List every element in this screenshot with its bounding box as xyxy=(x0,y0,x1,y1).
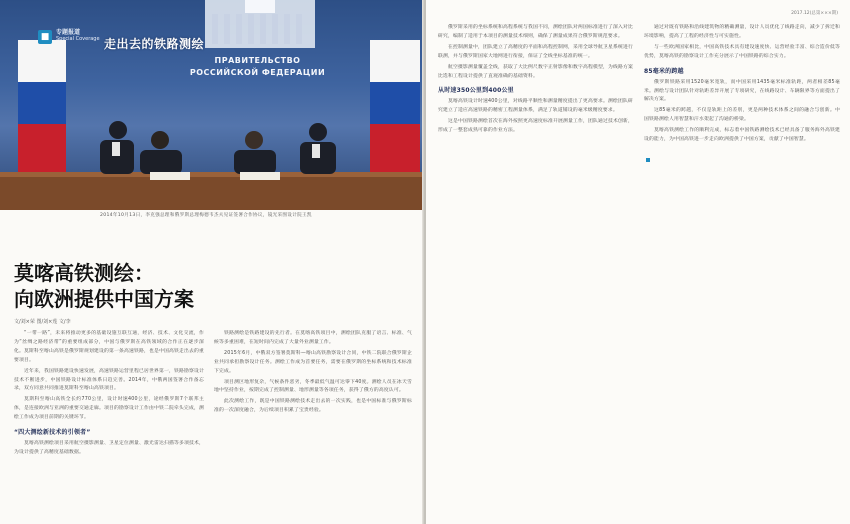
paragraph: 通过对既有铁路和沿线建筑物的精确测量，设计人员优化了线路走向，减少了拆迁和环境影响，提高了工程的经济性与可实施性。 xyxy=(644,25,840,39)
left-column-1 xyxy=(14,330,204,520)
paragraph: 航空摄影测量覆盖全线，获取了大比例尺数字正射影像和数字高程模型，为线路方案比选和工程设计提供了直观准确的基础资料。 xyxy=(438,64,633,79)
paragraph: 与一些欧洲国家相比，中国高铁技术具有建设速度快、运营经验丰富、综合造价低等优势，莫喀高铁的勘察设计工作充分展示了中国铁路的综合实力。 xyxy=(644,44,840,59)
column-logo-icon: ■ xyxy=(38,30,52,44)
sign-line-2: РОССИЙСКОЙ ФЕДЕРАЦИИ xyxy=(189,68,326,77)
subheading: “四大测绘新技术的引领者” xyxy=(14,429,91,437)
column-tag xyxy=(38,30,100,44)
left-page xyxy=(0,0,424,524)
article-byline: 文/刘×荣 图/刘×莲 文/李 xyxy=(14,319,71,325)
issue-info: 2017.12(总第×××期) xyxy=(791,11,838,16)
signing-ceremony-photo xyxy=(0,0,424,210)
paragraph: 在控制测量中，团队建立了高精度的平面和高程控制网，采用全球导航卫星系统进行联测，并与俄罗斯国家大地网进行衔接，保证了全线坐标基准的统一。 xyxy=(438,44,633,59)
column-tag-cn: 专题报道 xyxy=(56,29,81,36)
paragraph: 莫斯科至喀山高铁全长约770公里，设计时速400公里，途经俄罗斯7个联邦主体，是连接欧洲与亚洲的重要交通走廊。项目的勘察设计工作由中铁二院牵头完成，测绘工作成为项目前期的关键环节。 xyxy=(14,397,204,421)
paragraph: 2015年6月，中俄双方签署莫斯科—喀山高铁勘察设计合同，中铁二院联合俄罗斯企业共同承担勘察设计任务。测绘工作成为首要任务，需要在俄罗斯的坐标系统和技术标准下完成。 xyxy=(214,350,412,374)
paragraph: “一带一路”，未来将推动更多的基础设施互联互通，经济、技术、文化交流，作为“丝绸之路经济带”的重要组成部分，中国与俄罗斯在高铁领域的合作正在逐步深化。莫斯科至喀山高铁是俄罗斯规划建设的第一条高速铁路，也是中国高铁走出去的重要项目。 xyxy=(14,331,204,363)
paragraph: 近年来，我国铁路建设快速发展，高速铁路运营里程已居世界第一，铁路勘察设计技术不断进步，中国铁路设计标准体系日趋完善。2014年，中俄两国签署合作备忘录，双方同意共同推进莫斯科至喀山高铁项目。 xyxy=(14,368,204,392)
section-title: 走出去的铁路测绘 xyxy=(104,37,205,51)
government-sign xyxy=(170,55,345,93)
paragraph: 铁路测绘是铁路建设的先行者。在莫喀高铁项目中，测绘团队克服了语言、标准、气候等多重困难，在短时间内完成了大量外业测量工作。 xyxy=(214,331,412,345)
left-column-2 xyxy=(214,330,412,520)
article-end-icon xyxy=(646,158,650,162)
headline-line-1: 莫喀高铁测绘： xyxy=(14,261,154,285)
photo-caption: 2014年10月13日，李克强总理和俄罗斯总理梅德韦杰夫见证签署合作协议，镜光采图设计院王凯 xyxy=(100,213,312,218)
subheading: 85毫米的跨越 xyxy=(644,67,684,75)
subheading: 从时速350公里到400公里 xyxy=(438,87,514,95)
paragraph: 这85毫米的跨越，不仅是轨距上的差别，更是两种技术体系之间的融合与创新。中国铁路测绘人用智慧和汗水架起了沟通的桥梁。 xyxy=(644,108,840,123)
column-tag-en: Special Coverage xyxy=(56,36,100,42)
headline-line-2: 向欧洲提供中国方案 xyxy=(14,287,194,311)
paragraph: 莫喀高铁设计时速400公里，对线路平顺性和测量精度提出了更高要求。测绘团队研究建立了适应高速铁路的精密工程测量体系，满足了轨道铺设的毫米级精度要求。 xyxy=(438,99,633,114)
sign-line-1: ПРАВИТЕЛЬСТВО xyxy=(214,56,301,65)
paragraph: 此次测绘工作，既是中国铁路测绘技术走出去的一次实践，也是中国标准与俄罗斯标准的一次深度融合，为后续项目积累了宝贵经验。 xyxy=(214,399,412,414)
paragraph: 俄罗斯采用的坐标系统和高程系统与我国不同，测绘团队对两国标准进行了深入对比研究，编制了适用于本项目的测量技术细则，确保了测量成果符合俄罗斯规范要求。 xyxy=(438,25,633,39)
paragraph: 项目测区地形复杂，气候条件恶劣，冬季最低气温可达零下40度。测绘人员在冰天雪地中坚持作业，按期完成了控制测量、地形测量等各项任务，获得了俄方的高度认可。 xyxy=(214,379,412,394)
paragraph: 这是中国铁路测绘首次在海外按照更高速度标准开展测量工作，团队通过技术创新，形成了一整套成熟可靠的作业方法。 xyxy=(438,119,633,134)
right-column-2 xyxy=(644,24,840,519)
column-tag-text xyxy=(56,30,100,42)
right-page xyxy=(426,0,850,524)
paragraph: 俄罗斯铁路采用1520毫米宽轨，而中国采用1435毫米标准轨距，两者相差85毫米。测绘与设计团队针对轨距差异开展了专项研究，在线路设计、车辆限界等方面提出了解决方案。 xyxy=(644,79,840,103)
paragraph: 莫喀高铁测绘项目采用航空摄影测量、卫星定位测量、激光雷达扫描等多项技术，为设计提供了高精度基础数据。 xyxy=(14,441,204,455)
paragraph: 莫喀高铁测绘工作的顺利完成，标志着中国铁路测绘技术已经具备了服务海外高铁建设的能力，为中国高铁进一步走向欧洲提供了中国方案，贡献了中国智慧。 xyxy=(644,128,840,143)
article-headline xyxy=(14,260,274,312)
right-column-1 xyxy=(438,24,633,519)
